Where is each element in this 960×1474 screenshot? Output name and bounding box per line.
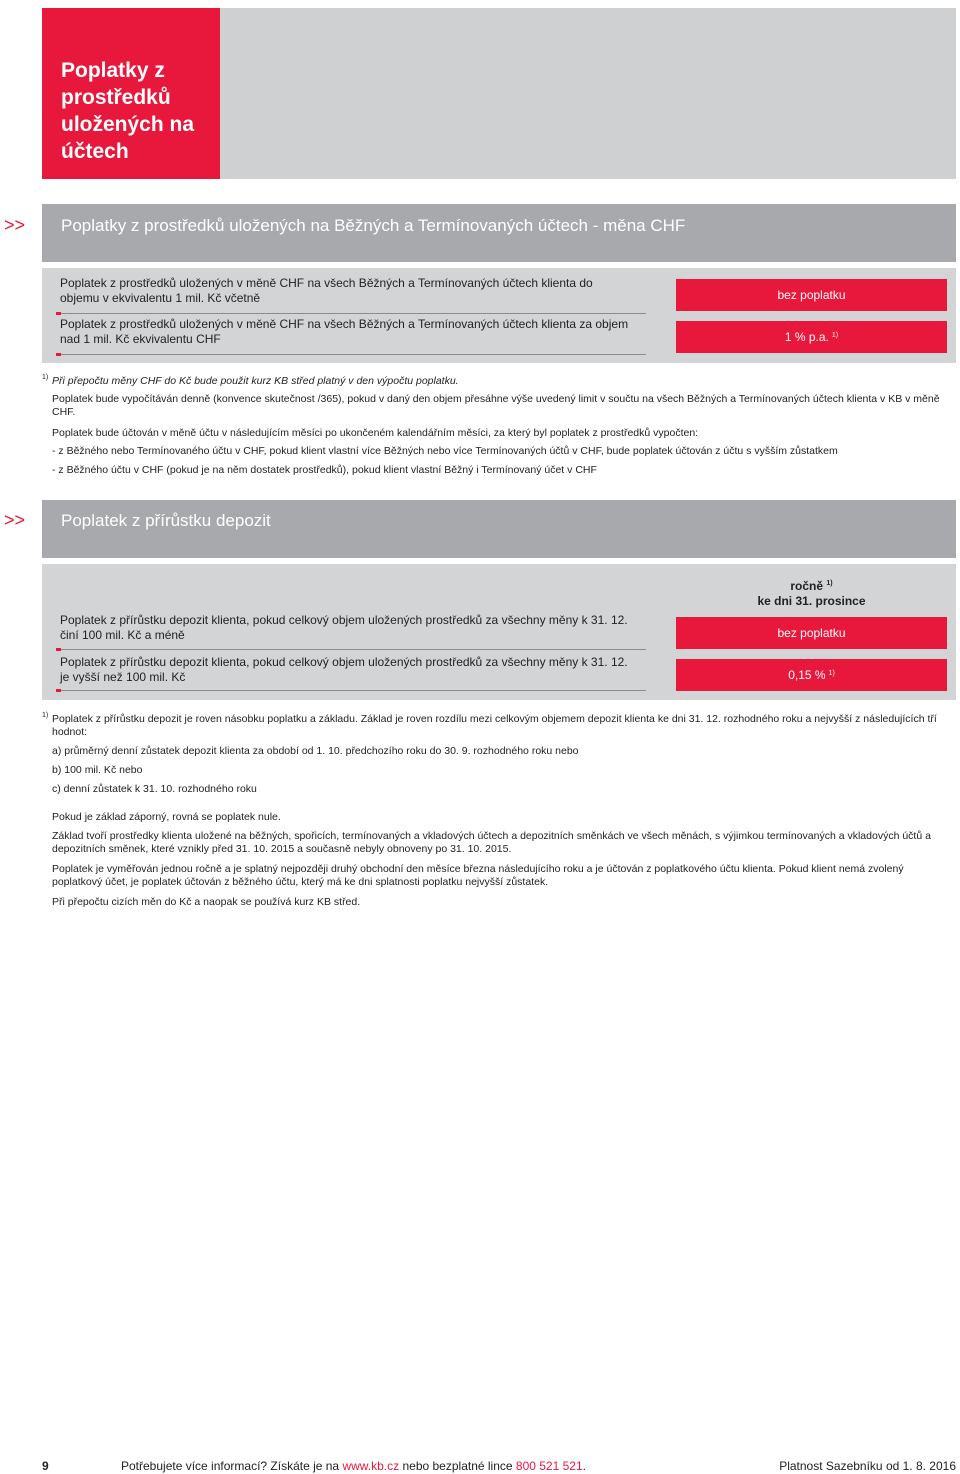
section2-footnote-intro: Poplatek z přírůstku depozit je roven násobku poplatku a základu. Základ je roven rozdílu mezi celkovým objemem depozit klienta ke dni 31. 12. rozhodného roku a nejvyšší z následujících tří hodnot: [52, 713, 937, 738]
row-marker [56, 689, 61, 692]
website-link[interactable]: www.kb.cz [342, 1459, 400, 1473]
section2-list-item-b: b) 100 mil. Kč nebo [52, 764, 143, 776]
footer-info-middle: nebo bezplatné lince [399, 1459, 516, 1473]
row-divider [56, 649, 646, 650]
footnote-mark: 1) [42, 374, 49, 381]
footer-info [121, 1459, 586, 1473]
row-marker [56, 648, 61, 651]
footnote-mark: 1) [42, 712, 49, 719]
section1-note-3: - z Běžného nebo Termínovaného účtu v CHF, pokud klient vlastní více Běžných nebo více Termínovaných účtů v CHF, bude poplatek účtován z účtu s vyšším zůstatkem [52, 445, 838, 457]
section1-chevron-icon: >> [4, 215, 26, 235]
phone-link[interactable]: 800 521 521 [515, 1459, 583, 1473]
footnote-ref: 1) [831, 331, 839, 339]
column-header-line2: ke dni 31. prosince [757, 594, 866, 608]
section2-list-item-c: c) denní zůstatek k 31. 10. rozhodného roku [52, 783, 257, 795]
row-divider [56, 313, 646, 314]
column-header-line1: ročně [790, 579, 824, 593]
section1-row1-value [676, 279, 947, 311]
value-text: 0,15 % [788, 668, 826, 682]
section2-list-item-a: a) průměrný denní zůstatek depozit klienta za období od 1. 10. předchozího roku do 30. 9. rozhodného roku nebo [52, 745, 579, 757]
section1-row1-text: Poplatek z prostředků uložených v měně CHF na všech Běžných a Termínovaných účtech klienta do objemu v ekvivalentu 1 mil. Kč včetně [60, 276, 593, 305]
value-text: bez poplatku [777, 626, 846, 640]
section1-footnote: Při přepočtu měny CHF do Kč bude použit kurz KB střed platný v den výpočtu poplatku. [52, 375, 459, 387]
value-text: 1 % p.a. [784, 330, 829, 344]
row-marker [56, 312, 61, 315]
section1-note-4: - z Běžného účtu v CHF (pokud je na něm dostatek prostředků), pokud klient vlastní Běžný i Termínovaný účet v CHF [52, 464, 597, 476]
footnote-ref: 1) [826, 580, 833, 587]
row-divider [56, 690, 646, 691]
page-title: Poplatky z prostředků uložených na účtech [61, 59, 195, 163]
section2-row1-text: Poplatek z přírůstku depozit klienta, pokud celkový objem uložených prostředků za všechny měny k 31. 12. činí 100 mil. Kč a méně [60, 613, 628, 642]
row-marker [56, 353, 61, 356]
page-number: 9 [42, 1459, 49, 1473]
section2-paragraph-4: Při přepočtu cizích měn do Kč a naopak se používá kurz KB střed. [52, 896, 361, 908]
footer-info-prefix: Potřebujete více informací? Získáte je na [121, 1459, 343, 1473]
section2-paragraph-3: Poplatek je vyměřován jednou ročně a je splatný nejpozději druhý obchodní den měsíce března následujícího roku a je účtován z poplatkového účtu klienta. Pokud klient nemá zvolený poplatkový účet, je poplatek účtován z běžného účtu, který má ke dni splatnosti poplatku nejvyšší zůstatek. [52, 863, 904, 888]
section2-paragraph-2: Základ tvoří prostředky klienta uložené na běžných, spořicích, termínovaných a vkladových účtech a depozitních směnkách ve všech měnách, s výjimkou termínovaných a vkladových účtů a depozitních směnek, které vznikly před 31. 10. 2015 a současně nebyly obnoveny po 31. 10. 2015. [52, 830, 931, 855]
section1-note-2: Poplatek bude účtován v měně účtu v následujícím měsíci po ukončeném kalendářním měsíci, za který byl poplatek z prostředků vypočten: [52, 427, 699, 439]
section2-row2-value [676, 659, 947, 691]
validity-text: Platnost Sazebníku od 1. 8. 2016 [779, 1459, 956, 1473]
section2-chevron-icon: >> [4, 510, 26, 530]
section1-row2-text: Poplatek z prostředků uložených v měně CHF na všech Běžných a Termínovaných účtech klienta za objem nad 1 mil. Kč ekvivalentu CHF [60, 317, 629, 346]
value-text: bez poplatku [777, 288, 846, 302]
section1-title: Poplatky z prostředků uložených na Běžných a Termínovaných účtech - měna CHF [61, 216, 686, 235]
section1-note-1: Poplatek bude vypočítáván denně (konvence skutečnost /365), pokud v daný den objem přesáhne výše uvedený limit v součtu na všech Běžných a Termínovaných účtech klienta v KB v měně CHF. [52, 393, 940, 418]
footer-info-suffix: . [582, 1459, 586, 1473]
section2-row1-value [676, 617, 947, 649]
section2-row2-text: Poplatek z přírůstku depozit klienta, pokud celkový objem uložených prostředků za všechny měny k 31. 12. je vyšší než 100 mil. Kč [60, 655, 628, 684]
section2-title: Poplatek z přírůstku depozit [61, 511, 271, 530]
section2-paragraph-1: Pokud je základ záporný, rovná se poplatek nule. [52, 811, 281, 823]
section1-row2-value [676, 321, 947, 353]
section2-column-header [676, 576, 947, 609]
footnote-ref: 1) [828, 669, 835, 677]
row-divider [56, 354, 646, 355]
